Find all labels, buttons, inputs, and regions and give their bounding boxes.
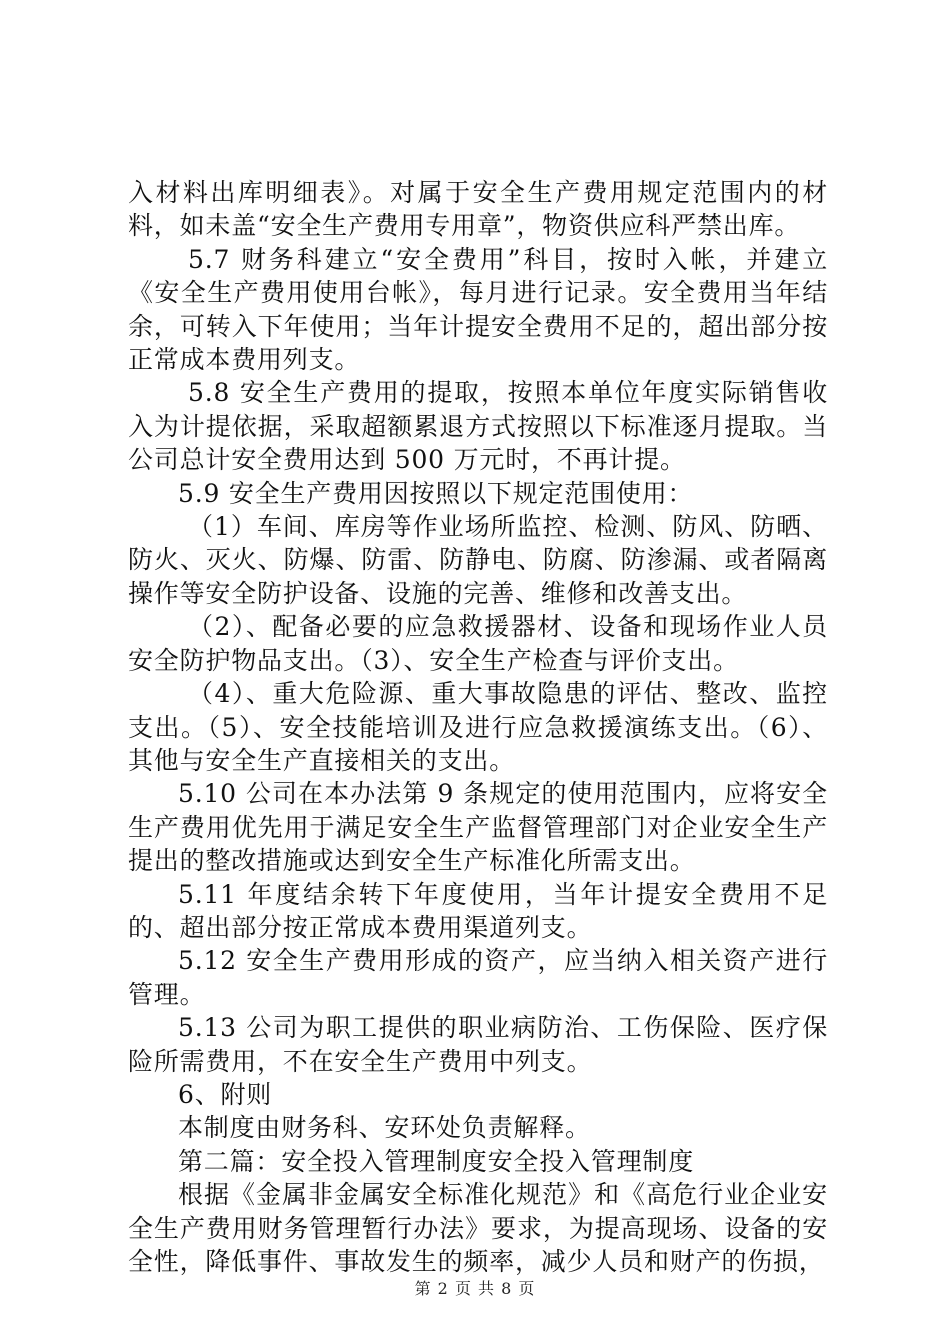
paragraph-5-9: 5.9 安全生产费用因按照以下规定范围使用： [178,478,694,508]
paragraph-5-13: 5.13 公司为职工提供的职业病防治、工伤保险、医疗保险所需费用，不在安全生产费用中列支。 [128,1013,828,1076]
paragraph-continuation: 入材料出库明细表》。对属于安全生产费用规定范围内的材料，如未盖“安全生产费用专用章”，物资供应科严禁出库。 [128,178,828,241]
list-item-2-3: （2）、配备必要的应急救援器材、设备和现场作业人员安全防护物品支出。（3）、安全生产检查与评价支出。 [128,612,828,675]
paragraph-interpretation: 本制度由财务科、安环处负责解释。 [178,1113,591,1143]
list-item-4-6: （4）、重大危险源、重大事故隐患的评估、整改、监控支出。（5）、安全技能培训及进行应急救援演练支出。（6）、其他与安全生产直接相关的支出。 [128,679,828,775]
paragraph-part-two-intro: 根据《金属非金属安全标准化规范》和《高危行业企业安全生产费用财务管理暂行办法》要求，为提高现场、设备的安全性，降低事件、事故发生的频率，减少人员和财产的伤损， [128,1180,828,1276]
paragraph-5-10: 5.10 公司在本办法第 9 条规定的使用范围内，应将安全生产费用优先用于满足安全生产监督管理部门对企业安全生产提出的整改措施或达到安全生产标准化所需支出。 [128,779,828,876]
document-body [128,176,828,1278]
paragraph-5-11: 5.11 年度结余转下年度使用，当年计提安全费用不足的、超出部分按正常成本费用渠道列支。 [128,879,828,942]
section-heading-part-two: 第二篇：安全投入管理制度安全投入管理制度 [178,1146,695,1176]
paragraph-5-8: 5.8 安全生产费用的提取，按照本单位年度实际销售收入为计提依据，采取超额累退方式按照以下标准逐月提取。当公司总计安全费用达到 500 万元时，不再计提。 [128,378,828,475]
list-item-1: （1）车间、库房等作业场所监控、检测、防风、防晒、防火、灭火、防爆、防雷、防静电、防腐、防渗漏、或者隔离操作等安全防护设备、设施的完善、维修和改善支出。 [128,512,828,608]
paragraph-5-12: 5.12 安全生产费用形成的资产，应当纳入相关资产进行管理。 [128,946,828,1009]
page-number-footer: 第 2 页 共 8 页 [414,1279,536,1298]
section-heading-appendix: 6、附则 [178,1079,273,1109]
paragraph-5-7: 5.7 财务科建立“安全费用”科目，按时入帐，并建立《安全生产费用使用台帐》，每月进行记录。安全费用当年结余，可转入下年使用；当年计提安全费用不足的，超出部分按正常成本费用列支。 [128,244,828,375]
